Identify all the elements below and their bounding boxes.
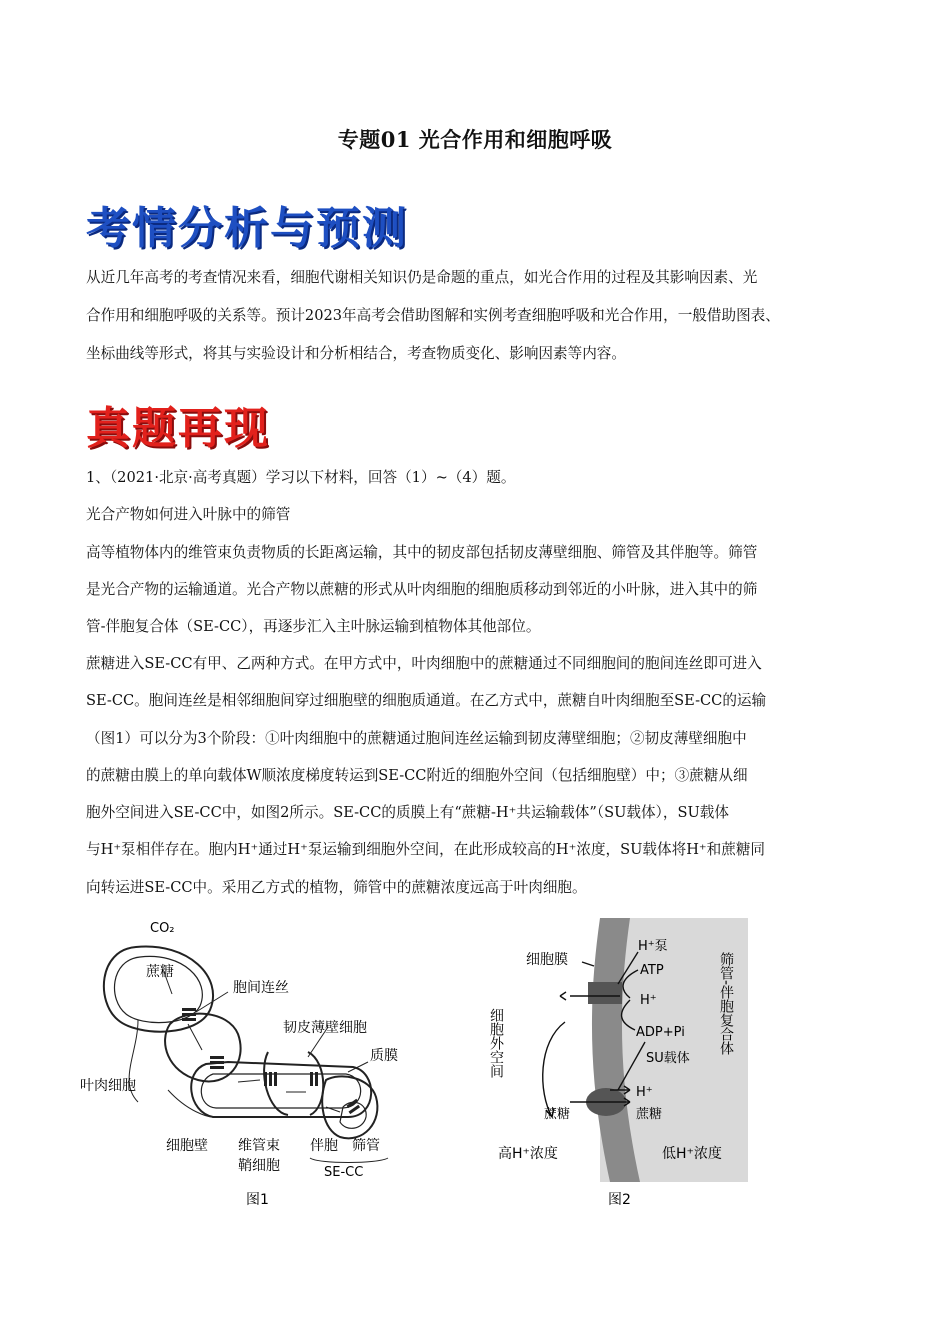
body-line: SE-CC。胞间连丝是相邻细胞间穿过细胞壁的细胞质通道。在乙方式中，蔗糖自叶肉细胞至SE-CC的运输 <box>86 692 767 709</box>
companion-cell-label: 伴胞 <box>310 1138 338 1154</box>
body-line: 胞外空间进入SE-CC中，如图2所示。SE-CC的质膜上有“蔗糖-H⁺共运输载体”（SU载体），SU载体 <box>86 804 729 821</box>
figure-1-caption: 图1 <box>246 1192 269 1208</box>
section-banner-exam: 真题再现 <box>86 403 270 454</box>
intro-line: 坐标曲线等形式，将其与实验设计和分析相结合，考查物质变化、影响因素等内容。 <box>86 345 626 362</box>
se-cc-complex-label: 筛管-伴胞复合体 <box>718 952 734 1056</box>
adp-pi-label: ADP+Pi <box>636 1025 685 1040</box>
se-cc-label: SE-CC <box>324 1165 364 1180</box>
body-line: 与H⁺泵相伴存在。胞内H⁺通过H⁺泵运输到细胞外空间，在此形成较高的H⁺浓度，SU载体将H⁺和蔗糖同 <box>86 841 766 858</box>
h-plus-label-2: H⁺ <box>636 1085 653 1100</box>
extracellular-space-label: 细胞外空间 <box>488 1008 504 1078</box>
page-title: 专题01 光合作用和细胞呼吸 <box>337 127 613 152</box>
low-h-label: 低H⁺浓度 <box>662 1146 722 1162</box>
cell-membrane-label: 细胞膜 <box>526 952 568 968</box>
plasmodesmata-label: 胞间连丝 <box>233 980 289 996</box>
co2-label: CO₂ <box>150 921 175 936</box>
figure-1-diagram <box>78 912 408 1212</box>
su-carrier-label: SU载体 <box>646 1051 690 1066</box>
h-plus-label: H⁺ <box>640 993 657 1008</box>
sucrose-label: 蔗糖 <box>146 964 174 980</box>
figure-2-caption: 图2 <box>608 1192 631 1208</box>
body-line: 高等植物体内的维管束负责物质的长距离运输，其中的韧皮部包括韧皮薄壁细胞、筛管及其伴胞等。筛管 <box>86 544 758 561</box>
phloem-parenchyma-label: 韧皮薄壁细胞 <box>283 1020 367 1036</box>
sieve-tube-label: 筛管 <box>352 1138 380 1154</box>
sucrose-inside-label: 蔗糖 <box>636 1107 663 1122</box>
body-line: 管-伴胞复合体（SE-CC），再逐步汇入主叶脉运输到植物体其他部位。 <box>86 618 541 635</box>
section-banner-analysis: 考情分析与预测 <box>86 203 408 254</box>
cell-wall-label: 细胞壁 <box>166 1138 208 1154</box>
body-line: 是光合产物的运输通道。光合产物以蔗糖的形式从叶肉细胞的细胞质移动到邻近的小叶脉，进入其中的筛 <box>86 581 758 598</box>
figure-2-diagram <box>490 912 750 1212</box>
plasma-membrane-label: 质膜 <box>370 1048 398 1064</box>
intro-line: 合作用和细胞呼吸的关系等。预计2023年高考会借助图解和实例考查细胞呼吸和光合作用，一般借助图表、 <box>86 307 780 324</box>
body-line: 向转运进SE-CC中。采用乙方式的植物，筛管中的蔗糖浓度远高于叶肉细胞。 <box>86 879 587 896</box>
mesophyll-label: 叶肉细胞 <box>80 1078 136 1094</box>
high-h-label: 高H⁺浓度 <box>498 1146 558 1162</box>
body-line: 的蔗糖由膜上的单向载体W顺浓度梯度转运到SE-CC附近的细胞外空间（包括细胞壁）中；③蔗糖从细 <box>86 767 748 784</box>
atp-label: ATP <box>640 963 664 978</box>
intro-line: 从近几年高考的考查情况来看，细胞代谢相关知识仍是命题的重点，如光合作用的过程及其影响因素、光 <box>86 269 758 286</box>
bundle-sheath-label-1: 维管束 <box>238 1138 280 1154</box>
body-line: 蔗糖进入SE-CC有甲、乙两种方式。在甲方式中，叶肉细胞中的蔗糖通过不同细胞间的胞间连丝即可进入 <box>86 655 762 672</box>
material-title: 光合产物如何进入叶脉中的筛管 <box>86 506 291 523</box>
h-pump-label: H⁺泵 <box>638 939 668 954</box>
body-line: （图1）可以分为3个阶段：①叶肉细胞中的蔗糖通过胞间连丝运输到韧皮薄壁细胞；②韧皮薄壁细胞中 <box>86 730 747 747</box>
question-header: 1、（2021·北京·高考真题）学习以下材料，回答（1）~（4）题。 <box>86 469 516 486</box>
bundle-sheath-label-2: 鞘细胞 <box>238 1158 280 1174</box>
sucrose-outside-label: 蔗糖 <box>544 1107 571 1122</box>
